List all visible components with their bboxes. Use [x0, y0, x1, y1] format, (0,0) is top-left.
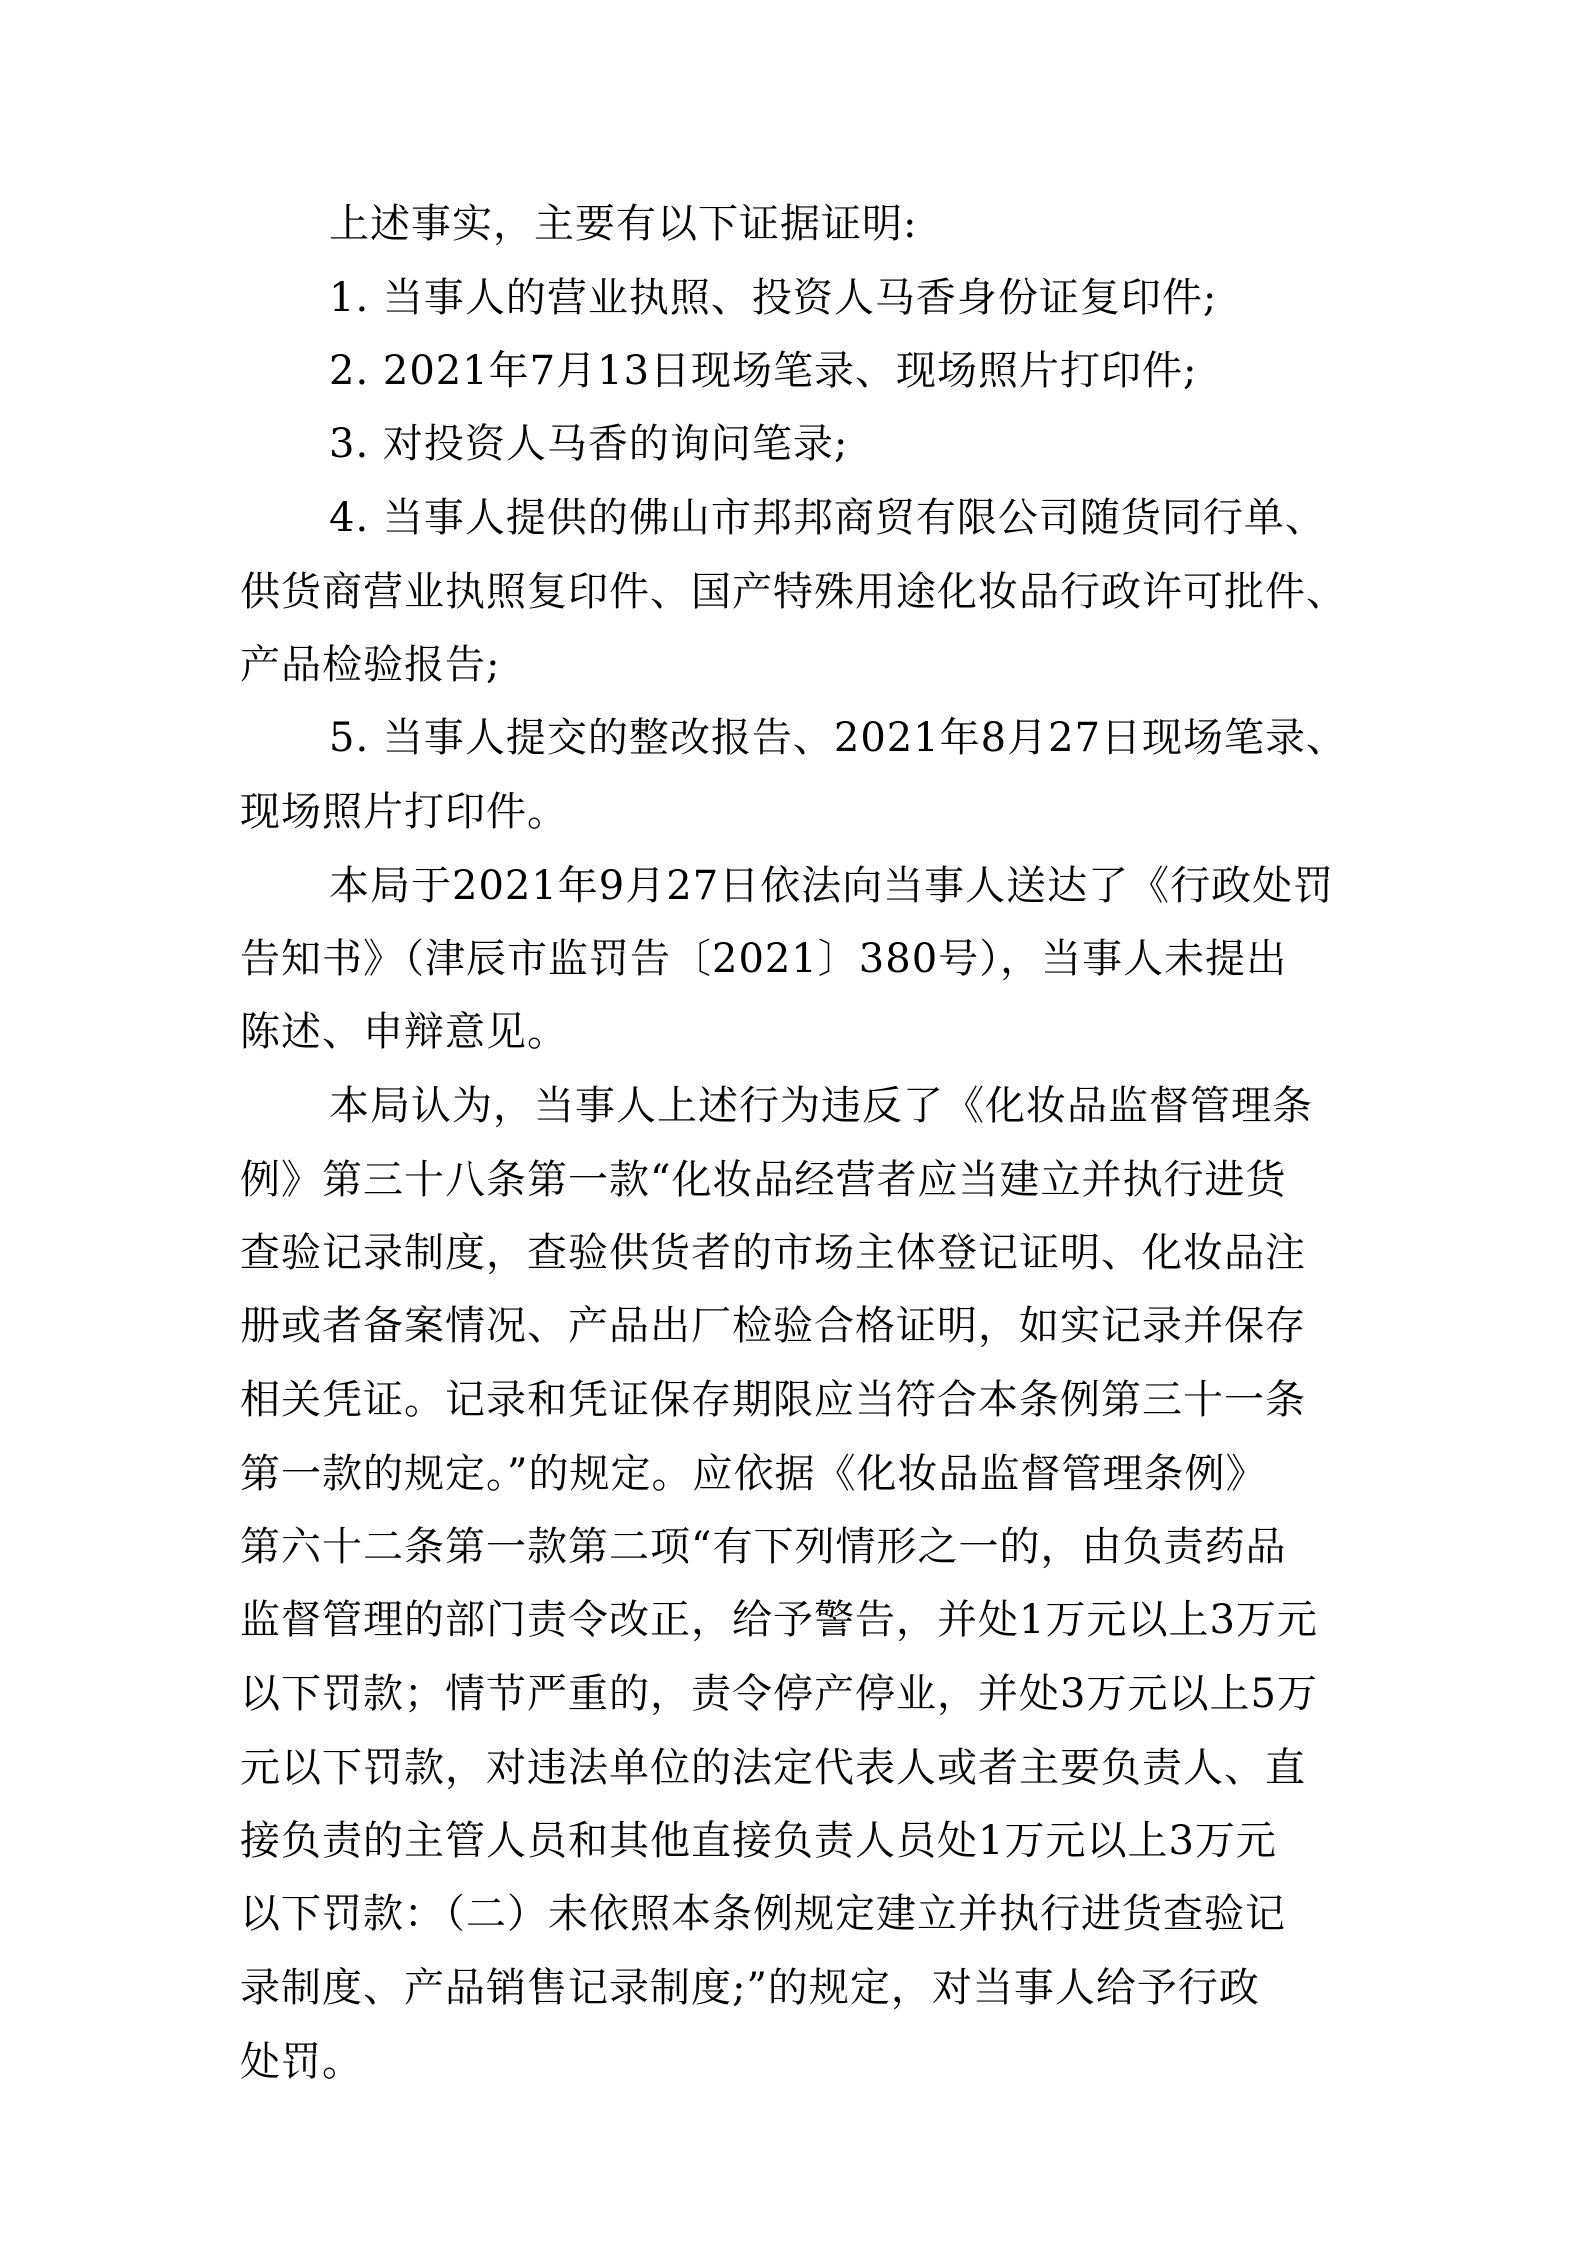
- text-line-7: 产品检验报告;: [240, 642, 501, 688]
- text-line-21: 以下罚款；情节严重的，责令停产停业，并处3万元以上5万: [240, 1671, 1318, 1717]
- text-line-14: 例》第三十八条第一款“化妆品经营者应当建立并执行进货: [240, 1157, 1287, 1203]
- text-line-19: 第六十二条第一款第二项“有下列情形之一的，由负责药品: [240, 1524, 1287, 1570]
- text-line-24: 以下罚款：（二）未依照本条例规定建立并执行进货查验记: [240, 1891, 1286, 1937]
- text-line-20: 监督管理的部门责令改正，给予警告，并处1万元以上3万元: [240, 1597, 1318, 1643]
- text-line-25: 录制度、产品销售记录制度;”的规定，对当事人给予行政: [240, 1965, 1260, 2011]
- text-line-11: 告知书》（津辰市监罚告〔2021〕380号），当事人未提出: [240, 936, 1288, 982]
- text-line-18: 第一款的规定。”的规定。应依据《化妆品监督管理条例》: [240, 1451, 1267, 1497]
- text-line-12: 陈述、申辩意见。: [240, 1009, 568, 1055]
- text-line-10: 本局于2021年9月27日依法向当事人送达了《行政处罚: [329, 863, 1335, 909]
- text-line-22: 元以下罚款，对违法单位的法定代表人或者主要负责人、直: [240, 1745, 1306, 1791]
- text-line-13: 本局认为，当事人上述行为违反了《化妆品监督管理条: [329, 1083, 1313, 1129]
- text-line-3: 2. 2021年7月13日现场笔录、现场照片打印件;: [329, 348, 1198, 394]
- text-line-4: 3. 对投资人马香的询问笔录;: [329, 421, 849, 467]
- text-line-26: 处罚。: [240, 2039, 363, 2085]
- text-line-9: 现场照片打印件。: [240, 789, 568, 835]
- text-line-8: 5. 当事人提交的整改报告、2021年8月27日现场笔录、: [329, 715, 1348, 761]
- text-line-1: 上述事实，主要有以下证据证明:: [329, 201, 918, 247]
- text-line-23: 接负责的主管人员和其他直接负责人员处1万元以上3万元: [240, 1818, 1277, 1864]
- text-line-5: 4. 当事人提供的佛山市邦邦商贸有限公司随货同行单、: [329, 495, 1326, 541]
- text-line-15: 查验记录制度，查验供货者的市场主体登记证明、化妆品注: [240, 1230, 1306, 1276]
- text-line-6: 供货商营业执照复印件、国产特殊用途化妆品行政许可批件、: [240, 569, 1347, 615]
- text-line-16: 册或者备案情况、产品出厂检验合格证明，如实记录并保存: [240, 1303, 1306, 1349]
- text-line-2: 1. 当事人的营业执照、投资人马香身份证复印件;: [329, 275, 1218, 321]
- text-line-17: 相关凭证。记录和凭证保存期限应当符合本条例第三十一条: [240, 1377, 1306, 1423]
